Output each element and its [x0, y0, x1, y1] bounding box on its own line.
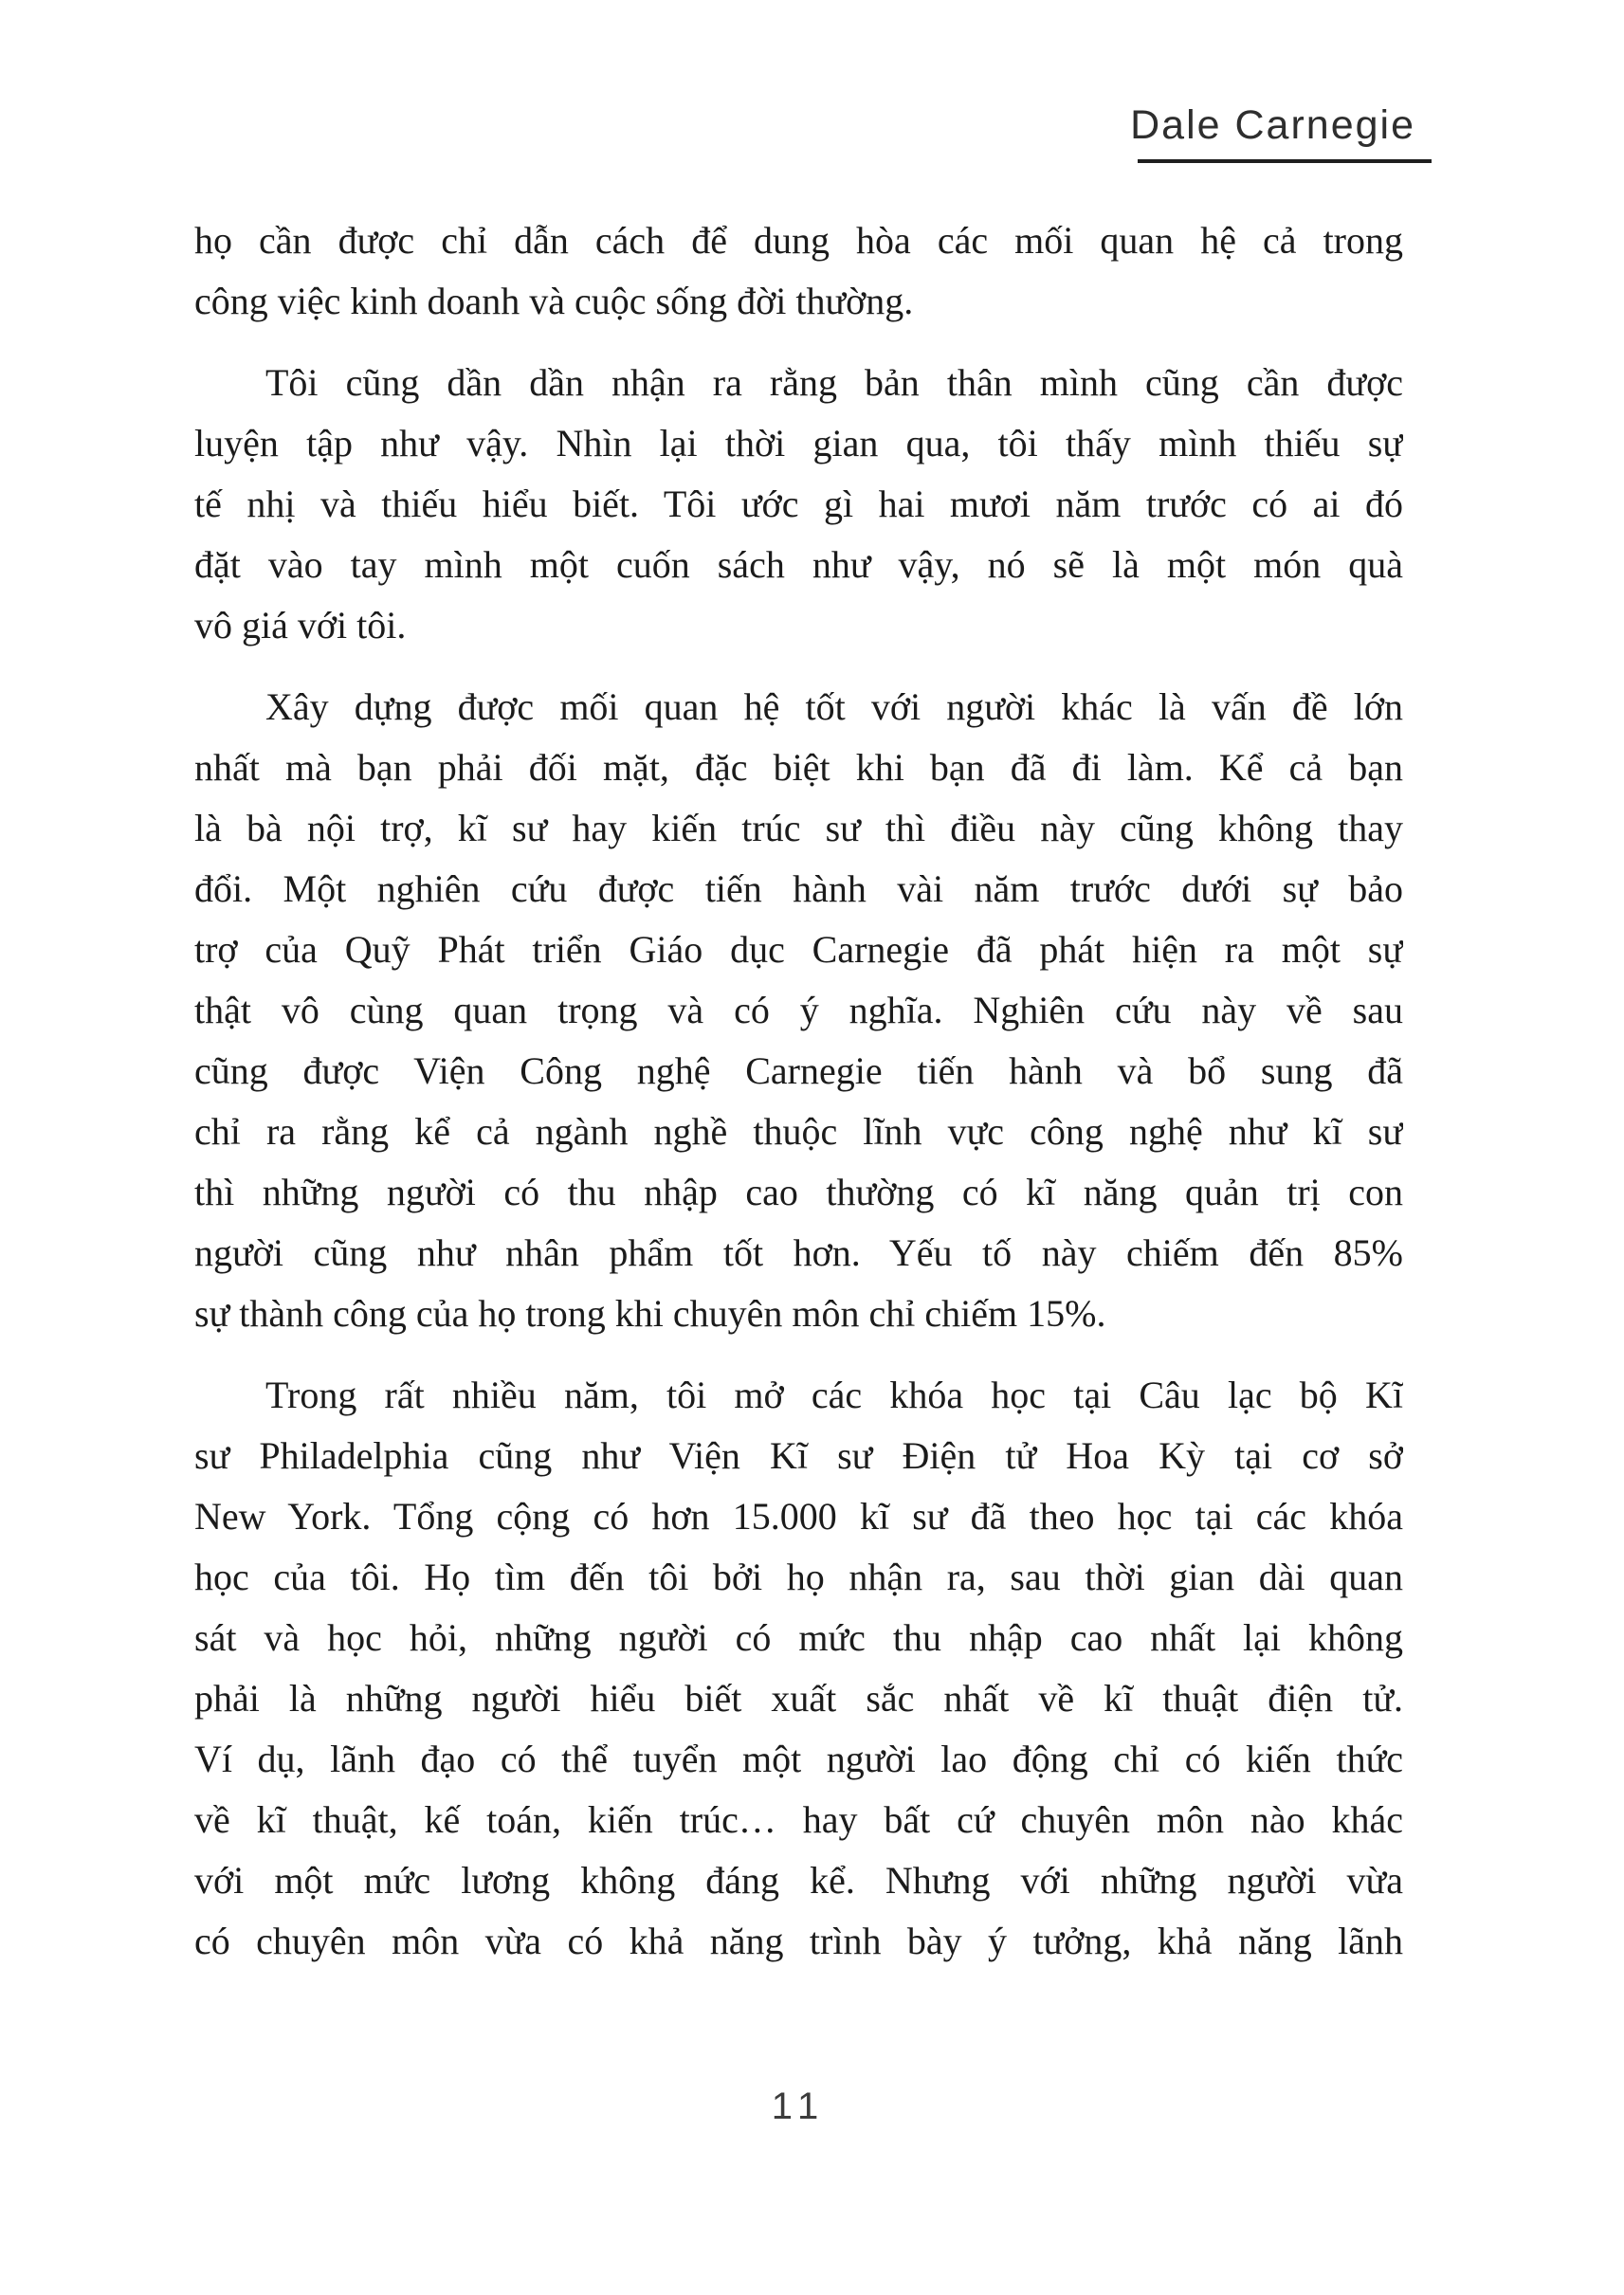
- body-line: chỉ ra rằng kể cả ngành nghề thuộc lĩnh vực công nghệ như kĩ sư: [194, 1110, 1403, 1153]
- header-rule: [1138, 159, 1432, 163]
- body-line: là bà nội trợ, kĩ sư hay kiến trúc sư thì điều này cũng không thay: [194, 807, 1403, 849]
- body-line: Trong rất nhiều năm, tôi mở các khóa học tại Câu lạc bộ Kĩ: [265, 1374, 1403, 1416]
- body-line: tế nhị và thiếu hiểu biết. Tôi ước gì hai mươi năm trước có ai đó: [194, 483, 1403, 525]
- paragraph: [194, 210, 1403, 332]
- author-name: Dale Carnegie: [1130, 102, 1415, 148]
- body-text: [194, 210, 1403, 1972]
- body-line: học của tôi. Họ tìm đến tôi bởi họ nhận ra, sau thời gian dài quan: [194, 1556, 1403, 1598]
- body-line: họ cần được chỉ dẫn cách để dung hòa các mối quan hệ cả trong: [194, 219, 1403, 262]
- body-line: trợ của Quỹ Phát triển Giáo dục Carnegie đã phát hiện ra một sự: [194, 928, 1403, 971]
- running-header: [1130, 102, 1415, 149]
- body-line: đặt vào tay mình một cuốn sách như vậy, nó sẽ là một món quà: [194, 543, 1403, 586]
- body-line: sư Philadelphia cũng như Viện Kĩ sư Điện tử Hoa Kỳ tại cơ sở: [194, 1434, 1403, 1477]
- body-line: Xây dựng được mối quan hệ tốt với người khác là vấn đề lớn: [265, 685, 1403, 728]
- body-line: New York. Tổng cộng có hơn 15.000 kĩ sư đã theo học tại các khóa: [194, 1495, 1403, 1538]
- paragraph: [194, 353, 1403, 656]
- paragraph: [194, 1365, 1403, 1972]
- body-line: có chuyên môn vừa có khả năng trình bày ý tưởng, khả năng lãnh: [194, 1920, 1403, 1962]
- page-number: 11: [771, 2086, 827, 2127]
- body-line: thì những người có thu nhập cao thường có kĩ năng quản trị con: [194, 1171, 1403, 1213]
- body-line: công việc kinh doanh và cuộc sống đời thường.: [194, 280, 914, 322]
- body-line: Ví dụ, lãnh đạo có thể tuyển một người lao động chỉ có kiến thức: [194, 1738, 1403, 1780]
- body-line: nhất mà bạn phải đối mặt, đặc biệt khi bạn đã đi làm. Kể cả bạn: [194, 746, 1403, 789]
- body-line: Tôi cũng dần dần nhận ra rằng bản thân mình cũng cần được: [265, 361, 1403, 404]
- body-line: người cũng như nhân phẩm tốt hơn. Yếu tố này chiếm đến 85%: [194, 1231, 1403, 1274]
- body-line: với một mức lương không đáng kể. Nhưng với những người vừa: [194, 1859, 1403, 1902]
- body-line: về kĩ thuật, kế toán, kiến trúc… hay bất cứ chuyên môn nào khác: [194, 1798, 1403, 1841]
- paragraph: [194, 677, 1403, 1344]
- body-line: luyện tập như vậy. Nhìn lại thời gian qua, tôi thấy mình thiếu sự: [194, 422, 1403, 464]
- body-line: sát và học hỏi, những người có mức thu nhập cao nhất lại không: [194, 1616, 1403, 1659]
- body-line: sự thành công của họ trong khi chuyên môn chỉ chiếm 15%.: [194, 1292, 1106, 1335]
- body-line: vô giá với tôi.: [194, 604, 407, 647]
- body-line: đổi. Một nghiên cứu được tiến hành vài năm trước dưới sự bảo: [194, 867, 1403, 910]
- body-line: thật vô cùng quan trọng và có ý nghĩa. Nghiên cứu này về sau: [194, 989, 1403, 1031]
- body-line: phải là những người hiểu biết xuất sắc nhất về kĩ thuật điện tử.: [194, 1677, 1403, 1720]
- body-line: cũng được Viện Công nghệ Carnegie tiến hành và bổ sung đã: [194, 1049, 1403, 1092]
